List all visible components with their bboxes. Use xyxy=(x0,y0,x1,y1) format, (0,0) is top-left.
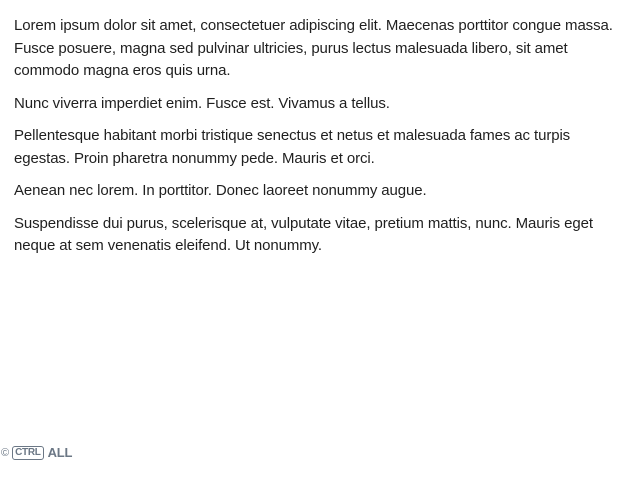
paragraph-1: Lorem ipsum dolor sit amet, consectetuer adipiscing elit. Maecenas porttitor congue massa. Fusce posuere, magna sed pulvinar ultricies, purus lectus malesuada libero, sit amet commodo magna eros quis urna. xyxy=(14,17,613,79)
logo-ctrl-key: CTRL xyxy=(12,446,43,460)
paragraph-3: Pellentesque habitant morbi tristique senectus et netus et malesuada fames ac turpis egestas. Proin pharetra nonummy pede. Mauris et orci. xyxy=(14,127,571,167)
paragraph-5: Suspendisse dui purus, scelerisque at, vulputate vitae, pretium mattis, nunc. Mauris eget neque at sem venenatis eleifend. Ut nonummy. xyxy=(14,214,593,254)
logo-all-text: ALL xyxy=(47,445,73,460)
paragraph-4: Aenean nec lorem. In porttitor. Donec laoreet nonummy augue. xyxy=(14,182,427,199)
copyright-icon: © xyxy=(1,446,10,459)
document-body xyxy=(14,15,624,268)
paragraph-2: Nunc viverra imperdiet enim. Fusce est. Vivamus a tellus. xyxy=(14,94,390,112)
ctrl-all-logo xyxy=(1,445,72,460)
